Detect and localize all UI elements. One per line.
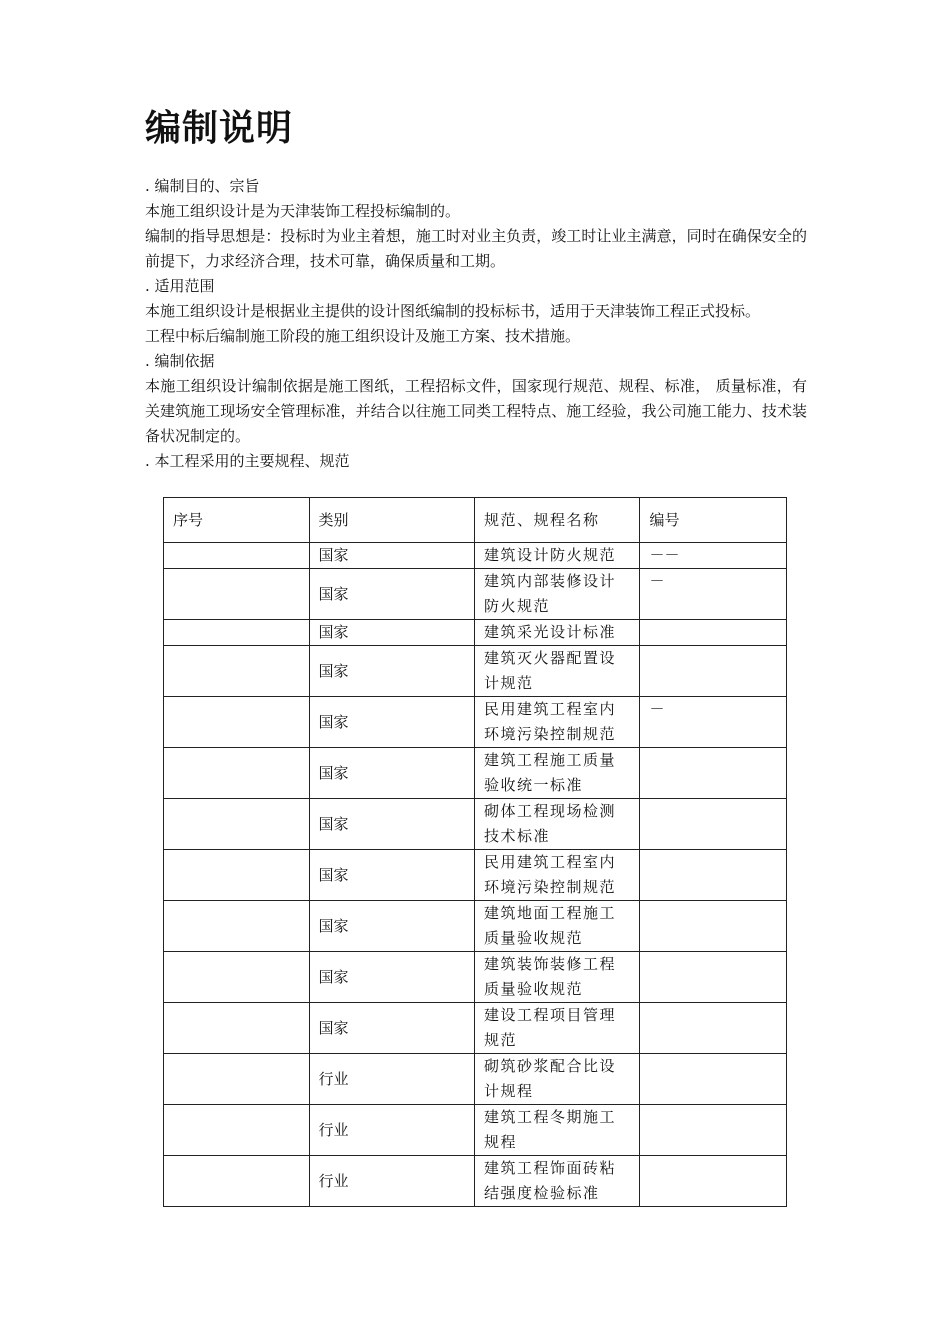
cell-number <box>164 850 310 901</box>
cell-name: 建筑采光设计标准 <box>474 620 640 646</box>
table-row <box>164 901 787 952</box>
cell-code <box>640 646 787 697</box>
cell-code <box>640 620 787 646</box>
cell-code <box>640 850 787 901</box>
cell-number <box>164 697 310 748</box>
cell-number <box>164 620 310 646</box>
table-row <box>164 646 787 697</box>
header-category: 类别 <box>309 498 474 543</box>
table-row <box>164 1003 787 1054</box>
cell-code <box>640 1156 787 1207</box>
cell-number <box>164 1054 310 1105</box>
cell-category: 行业 <box>309 1156 474 1207</box>
cell-name: 建筑设计防火规范 <box>474 543 640 569</box>
cell-name: 砌体工程现场检测技术标准 <box>474 799 640 850</box>
cell-name: 建筑工程饰面砖粘结强度检验标准 <box>474 1156 640 1207</box>
cell-code <box>640 799 787 850</box>
cell-name: 建设工程项目管理规范 <box>474 1003 640 1054</box>
header-number: 序号 <box>164 498 310 543</box>
cell-number <box>164 646 310 697</box>
cell-category: 行业 <box>309 1054 474 1105</box>
cell-category: 国家 <box>309 569 474 620</box>
cell-code: － <box>640 697 787 748</box>
cell-name: 建筑工程施工质量验收统一标准 <box>474 748 640 799</box>
header-name: 规范、规程名称 <box>474 498 640 543</box>
paragraph-basis: 本施工组织设计编制依据是施工图纸，工程招标文件，国家现行规范、规程、标准， 质量标准，有关建筑施工现场安全管理标准，并结合以往施工同类工程特点、施工经验，我公司施工能力、技术装备状况制定的。 <box>145 377 807 445</box>
paragraph-purpose: 本施工组织设计是为天津装饰工程投标编制的。 <box>145 202 461 220</box>
cell-number <box>164 952 310 1003</box>
table-row <box>164 697 787 748</box>
cell-category: 国家 <box>309 850 474 901</box>
cell-number <box>164 748 310 799</box>
cell-category: 国家 <box>309 1003 474 1054</box>
page-title: 编制说明 <box>145 108 294 149</box>
table-row <box>164 1156 787 1207</box>
table-header-row <box>164 498 787 543</box>
table-row <box>164 850 787 901</box>
cell-code <box>640 748 787 799</box>
cell-number <box>164 569 310 620</box>
section-heading-standards: . 本工程采用的主要规程、规范 <box>145 452 350 470</box>
cell-number <box>164 1105 310 1156</box>
cell-category: 国家 <box>309 543 474 569</box>
paragraph-scope: 本施工组织设计是根据业主提供的设计图纸编制的投标标书，适用于天津装饰工程正式投标。 <box>145 302 761 320</box>
cell-number <box>164 543 310 569</box>
cell-code <box>640 1003 787 1054</box>
cell-code <box>640 952 787 1003</box>
cell-category: 国家 <box>309 901 474 952</box>
header-code: 编号 <box>640 498 787 543</box>
cell-name: 民用建筑工程室内环境污染控制规范 <box>474 850 640 901</box>
section-heading-basis: . 编制依据 <box>145 352 215 370</box>
cell-code <box>640 1054 787 1105</box>
cell-code: －－ <box>640 543 787 569</box>
cell-name: 建筑灭火器配置设计规范 <box>474 646 640 697</box>
cell-category: 行业 <box>309 1105 474 1156</box>
cell-number <box>164 901 310 952</box>
cell-number <box>164 1003 310 1054</box>
cell-name: 建筑工程冬期施工规程 <box>474 1105 640 1156</box>
body-text <box>145 174 807 474</box>
table-row <box>164 620 787 646</box>
cell-name: 建筑内部装修设计防火规范 <box>474 569 640 620</box>
table-row <box>164 1054 787 1105</box>
section-heading-purpose: . 编制目的、宗旨 <box>145 177 260 195</box>
cell-name: 砌筑砂浆配合比设计规程 <box>474 1054 640 1105</box>
section-heading-scope: . 适用范围 <box>145 277 215 295</box>
cell-category: 国家 <box>309 620 474 646</box>
table-row <box>164 569 787 620</box>
paragraph-after-award: 工程中标后编制施工阶段的施工组织设计及施工方案、技术措施。 <box>145 327 581 345</box>
cell-code: － <box>640 569 787 620</box>
cell-category: 国家 <box>309 748 474 799</box>
cell-number <box>164 799 310 850</box>
cell-name: 民用建筑工程室内环境污染控制规范 <box>474 697 640 748</box>
table-row <box>164 1105 787 1156</box>
standards-table <box>163 497 787 1207</box>
table-row <box>164 799 787 850</box>
table-row <box>164 952 787 1003</box>
cell-category: 国家 <box>309 952 474 1003</box>
cell-name: 建筑装饰装修工程质量验收规范 <box>474 952 640 1003</box>
cell-category: 国家 <box>309 697 474 748</box>
cell-category: 国家 <box>309 646 474 697</box>
table-row <box>164 543 787 569</box>
cell-category: 国家 <box>309 799 474 850</box>
cell-number <box>164 1156 310 1207</box>
table-row <box>164 748 787 799</box>
cell-name: 建筑地面工程施工质量验收规范 <box>474 901 640 952</box>
cell-code <box>640 1105 787 1156</box>
cell-code <box>640 901 787 952</box>
paragraph-guiding-thought: 编制的指导思想是：投标时为业主着想，施工时对业主负责，竣工时让业主满意，同时在确保安全的前提下，力求经济合理，技术可靠，确保质量和工期。 <box>145 227 807 270</box>
